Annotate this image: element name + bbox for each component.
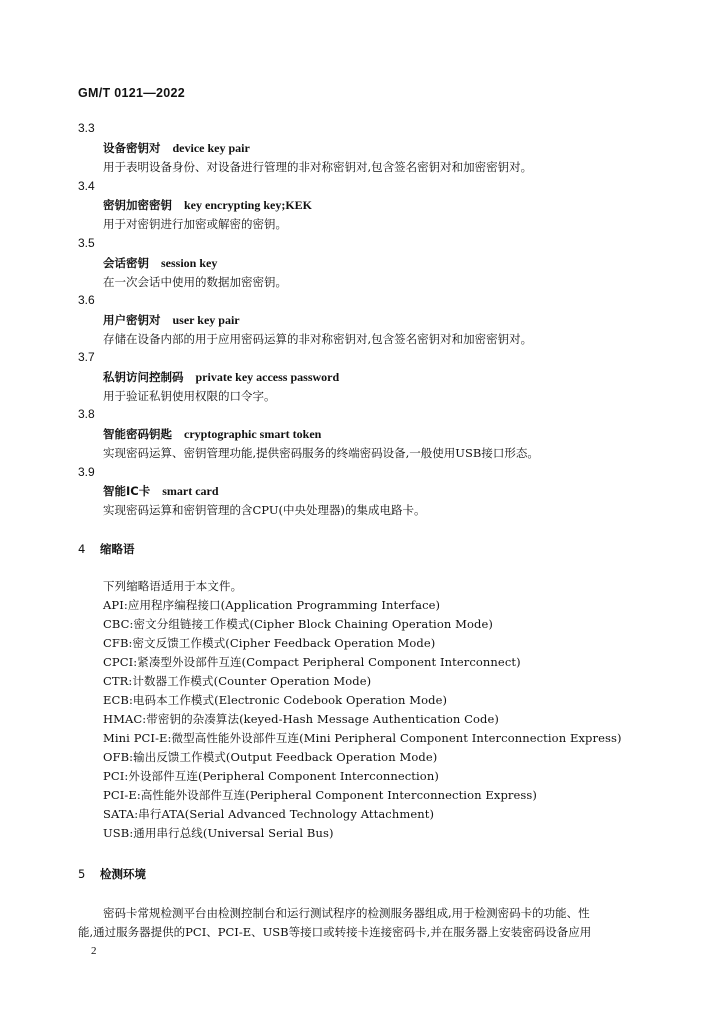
abbreviation-item: CTR:计数器工作模式(Counter Operation Mode) bbox=[103, 674, 372, 688]
abbreviation-item: ECB:电码本工作模式(Electronic Codebook Operation Mode) bbox=[103, 693, 448, 707]
document-code: GM/T 0121—2022 bbox=[78, 86, 186, 100]
term-cn: 设备密钥对 bbox=[103, 141, 161, 155]
term-definition: 用于表明设备身份、对设备进行管理的非对称密钥对,包含签名密钥对和加密密钥对。 bbox=[103, 160, 533, 174]
abbreviation-item: HMAC:带密钥的杂凑算法(keyed-Hash Message Authentication Code) bbox=[103, 712, 500, 726]
abbreviation-item: Mini PCI-E:微型高性能外设部件互连(Mini Peripheral Component Interconnection Express) bbox=[103, 731, 622, 745]
abbreviation-item: PCI:外设部件互连(Peripheral Component Interconnection) bbox=[103, 769, 439, 783]
abbreviation-item: API:应用程序编程接口(Application Programming Interface) bbox=[103, 598, 441, 612]
term-cn: 密钥加密密钥 bbox=[103, 198, 172, 212]
term-title bbox=[103, 369, 339, 385]
term-en: private key access password bbox=[195, 370, 340, 384]
term-title bbox=[103, 426, 321, 442]
abbreviation-item: CBC:密文分组链接工作模式(Cipher Block Chaining Operation Mode) bbox=[103, 617, 493, 631]
term-en: device key pair bbox=[172, 141, 250, 155]
term-cn: 私钥访问控制码 bbox=[103, 370, 184, 384]
term-title bbox=[103, 255, 217, 271]
term-definition: 用于验证私钥使用权限的口令字。 bbox=[103, 389, 276, 403]
term-cn: 会话密钥 bbox=[103, 256, 149, 270]
term-cn: 智能IC卡 bbox=[103, 484, 151, 498]
term-definition: 存储在设备内部的用于应用密码运算的非对称密钥对,包含签名密钥对和加密密钥对。 bbox=[103, 332, 533, 346]
section-heading bbox=[78, 866, 146, 882]
abbreviation-item: PCI-E:高性能外设部件互连(Peripheral Component Interconnection Express) bbox=[103, 788, 538, 802]
term-en: smart card bbox=[162, 484, 219, 498]
page-number: 2 bbox=[91, 945, 97, 957]
term-number: 3.4 bbox=[78, 179, 95, 193]
term-title bbox=[103, 197, 312, 213]
term-definition: 实现密码运算和密钥管理的含CPU(中央处理器)的集成电路卡。 bbox=[103, 503, 426, 517]
section-number: 5 bbox=[78, 867, 86, 881]
term-title bbox=[103, 483, 219, 499]
paragraph-line: 能,通过服务器提供的PCI、PCI-E、USB等接口或转接卡连接密码卡,并在服务器上安装密码设备应用 bbox=[78, 925, 592, 939]
term-number: 3.8 bbox=[78, 407, 95, 421]
term-en: user key pair bbox=[172, 313, 240, 327]
term-definition: 实现密码运算、密钥管理功能,提供密码服务的终端密码设备,一般使用USB接口形态。 bbox=[103, 446, 539, 460]
abbreviation-item: SATA:串行ATA(Serial Advanced Technology Attachment) bbox=[103, 807, 435, 821]
section-title: 缩略语 bbox=[100, 542, 135, 556]
section-number: 4 bbox=[78, 542, 86, 556]
section-heading bbox=[78, 541, 135, 557]
term-cn: 用户密钥对 bbox=[103, 313, 161, 327]
term-en: key encrypting key;KEK bbox=[184, 198, 312, 212]
term-number: 3.3 bbox=[78, 121, 95, 135]
term-number: 3.6 bbox=[78, 293, 95, 307]
term-number: 3.9 bbox=[78, 465, 95, 479]
abbreviation-item: USB:通用串行总线(Universal Serial Bus) bbox=[103, 826, 334, 840]
term-cn: 智能密码钥匙 bbox=[103, 427, 172, 441]
term-definition: 用于对密钥进行加密或解密的密钥。 bbox=[103, 217, 287, 231]
abbreviation-intro: 下列缩略语适用于本文件。 bbox=[103, 579, 243, 593]
term-title bbox=[103, 312, 240, 328]
paragraph-line: 密码卡常规检测平台由检测控制台和运行测试程序的检测服务器组成,用于检测密码卡的功能、性 bbox=[103, 906, 590, 920]
abbreviation-item: CPCI:紧凑型外设部件互连(Compact Peripheral Component Interconnect) bbox=[103, 655, 521, 669]
section-title: 检测环境 bbox=[100, 867, 146, 881]
term-number: 3.7 bbox=[78, 350, 95, 364]
abbreviation-item: CFB:密文反馈工作模式(Cipher Feedback Operation Mode) bbox=[103, 636, 436, 650]
term-en: session key bbox=[161, 256, 218, 270]
term-title bbox=[103, 140, 250, 156]
term-en: cryptographic smart token bbox=[184, 427, 322, 441]
term-definition: 在一次会话中使用的数据加密密钥。 bbox=[103, 275, 287, 289]
term-number: 3.5 bbox=[78, 236, 95, 250]
abbreviation-item: OFB:输出反馈工作模式(Output Feedback Operation Mode) bbox=[103, 750, 438, 764]
